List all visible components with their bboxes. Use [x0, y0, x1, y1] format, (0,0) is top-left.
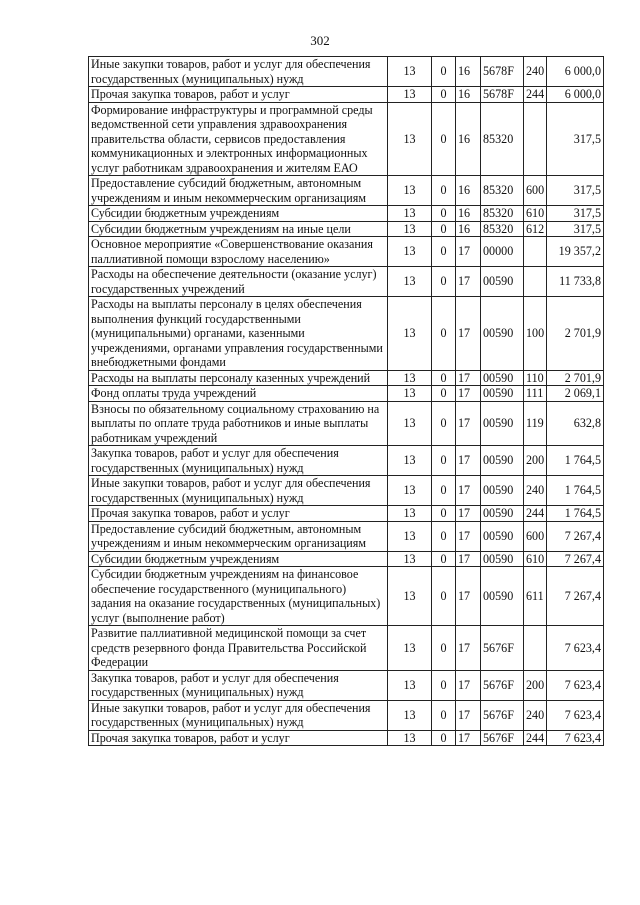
expense-type-code: 244 — [524, 506, 547, 522]
program-code: 17 — [456, 521, 481, 551]
amount: 2 701,9 — [547, 297, 604, 371]
subsection-code: 0 — [432, 700, 456, 730]
row-name: Субсидии бюджетным учреждениям на финансовое обеспечение государственного (муниципального) задания на оказание государственных (муниципальных) услуг (выполнение работ) — [89, 567, 388, 626]
subsection-code: 0 — [432, 670, 456, 700]
row-name: Взносы по обязательному социальному страхованию на выплаты по оплате труда работников и иные выплаты работникам учреждений — [89, 401, 388, 446]
program-code: 17 — [456, 297, 481, 371]
program-code: 17 — [456, 626, 481, 671]
subsection-code: 0 — [432, 521, 456, 551]
target-code: 85320 — [481, 206, 524, 222]
table-row — [89, 521, 604, 551]
subsection-code: 0 — [432, 297, 456, 371]
table-row — [89, 176, 604, 206]
table-row — [89, 370, 604, 386]
amount: 7 623,4 — [547, 730, 604, 746]
program-code: 16 — [456, 87, 481, 103]
row-name: Расходы на обеспечение деятельности (оказание услуг) государственных учреждений — [89, 267, 388, 297]
amount: 1 764,5 — [547, 476, 604, 506]
table-row — [89, 476, 604, 506]
table-row — [89, 626, 604, 671]
target-code: 00590 — [481, 506, 524, 522]
row-name: Иные закупки товаров, работ и услуг для обеспечения государственных (муниципальных) нужд — [89, 476, 388, 506]
expense-type-code — [524, 267, 547, 297]
amount: 7 623,4 — [547, 670, 604, 700]
table-row — [89, 386, 604, 402]
subsection-code: 0 — [432, 267, 456, 297]
expense-type-code: 611 — [524, 567, 547, 626]
expense-type-code: 244 — [524, 730, 547, 746]
target-code: 5676F — [481, 700, 524, 730]
row-name: Субсидии бюджетным учреждениям — [89, 206, 388, 222]
subsection-code: 0 — [432, 401, 456, 446]
target-code: 00590 — [481, 370, 524, 386]
target-code: 85320 — [481, 176, 524, 206]
expense-type-code: 111 — [524, 386, 547, 402]
subsection-code: 0 — [432, 551, 456, 567]
subsection-code: 0 — [432, 626, 456, 671]
expense-type-code — [524, 237, 547, 267]
row-name: Развитие паллиативной медицинской помощи за счет средств резервного фонда Правительства Российской Федерации — [89, 626, 388, 671]
section-code: 13 — [388, 176, 432, 206]
subsection-code: 0 — [432, 370, 456, 386]
amount: 7 267,4 — [547, 521, 604, 551]
subsection-code: 0 — [432, 730, 456, 746]
table-row — [89, 57, 604, 87]
section-code: 13 — [388, 626, 432, 671]
budget-table — [88, 56, 604, 746]
subsection-code: 0 — [432, 506, 456, 522]
target-code: 85320 — [481, 221, 524, 237]
section-code: 13 — [388, 57, 432, 87]
program-code: 17 — [456, 700, 481, 730]
expense-type-code: 100 — [524, 297, 547, 371]
amount: 317,5 — [547, 176, 604, 206]
section-code: 13 — [388, 401, 432, 446]
row-name: Основное мероприятие «Совершенствование оказания паллиативной помощи взрослому населению» — [89, 237, 388, 267]
expense-type-code: 240 — [524, 700, 547, 730]
expense-type-code: 600 — [524, 176, 547, 206]
row-name: Расходы на выплаты персоналу в целях обеспечения выполнения функций государственными (муниципальными) органами, казенными учреждениями, органами управления государственными внебюджетными фондами — [89, 297, 388, 371]
target-code: 5676F — [481, 670, 524, 700]
amount: 2 069,1 — [547, 386, 604, 402]
program-code: 17 — [456, 370, 481, 386]
table-row — [89, 670, 604, 700]
expense-type-code: 244 — [524, 87, 547, 103]
program-code: 17 — [456, 446, 481, 476]
section-code: 13 — [388, 567, 432, 626]
row-name: Предоставление субсидий бюджетным, автономным учреждениям и иным некоммерческим организациям — [89, 176, 388, 206]
section-code: 13 — [388, 506, 432, 522]
row-name: Расходы на выплаты персоналу казенных учреждений — [89, 370, 388, 386]
section-code: 13 — [388, 267, 432, 297]
target-code: 00590 — [481, 401, 524, 446]
amount: 632,8 — [547, 401, 604, 446]
target-code: 00590 — [481, 386, 524, 402]
amount: 317,5 — [547, 102, 604, 176]
amount: 1 764,5 — [547, 446, 604, 476]
section-code: 13 — [388, 700, 432, 730]
row-name: Прочая закупка товаров, работ и услуг — [89, 506, 388, 522]
expense-type-code: 240 — [524, 476, 547, 506]
program-code: 17 — [456, 237, 481, 267]
table-row — [89, 401, 604, 446]
section-code: 13 — [388, 237, 432, 267]
amount: 1 764,5 — [547, 506, 604, 522]
row-name: Закупка товаров, работ и услуг для обеспечения государственных (муниципальных) нужд — [89, 446, 388, 476]
expense-type-code — [524, 102, 547, 176]
table-row — [89, 267, 604, 297]
program-code: 17 — [456, 401, 481, 446]
row-name: Формирование инфраструктуры и программной среды ведомственной сети управления здравоохранения правительства области, сервисов предоставления коммуникационных и электронных информационных услуг работникам здравоохранения и жителям ЕАО — [89, 102, 388, 176]
row-name: Прочая закупка товаров, работ и услуг — [89, 730, 388, 746]
subsection-code: 0 — [432, 476, 456, 506]
subsection-code: 0 — [432, 386, 456, 402]
program-code: 17 — [456, 551, 481, 567]
section-code: 13 — [388, 476, 432, 506]
row-name: Предоставление субсидий бюджетным, автономным учреждениям и иным некоммерческим организациям — [89, 521, 388, 551]
table-row — [89, 221, 604, 237]
target-code: 00590 — [481, 476, 524, 506]
page-number: 302 — [310, 33, 330, 48]
target-code: 5678F — [481, 87, 524, 103]
expense-type-code: 610 — [524, 206, 547, 222]
row-name: Прочая закупка товаров, работ и услуг — [89, 87, 388, 103]
table-row — [89, 700, 604, 730]
target-code: 00590 — [481, 551, 524, 567]
program-code: 17 — [456, 506, 481, 522]
target-code: 5678F — [481, 57, 524, 87]
target-code: 5676F — [481, 626, 524, 671]
table-row — [89, 551, 604, 567]
expense-type-code — [524, 626, 547, 671]
table-row — [89, 446, 604, 476]
subsection-code: 0 — [432, 221, 456, 237]
expense-type-code: 200 — [524, 670, 547, 700]
target-code: 85320 — [481, 102, 524, 176]
table-row — [89, 730, 604, 746]
program-code: 17 — [456, 476, 481, 506]
row-name: Субсидии бюджетным учреждениям на иные цели — [89, 221, 388, 237]
amount: 6 000,0 — [547, 87, 604, 103]
table-row — [89, 102, 604, 176]
expense-type-code: 119 — [524, 401, 547, 446]
table-row — [89, 237, 604, 267]
budget-table-body — [89, 57, 604, 746]
row-name: Иные закупки товаров, работ и услуг для обеспечения государственных (муниципальных) нужд — [89, 57, 388, 87]
subsection-code: 0 — [432, 102, 456, 176]
subsection-code: 0 — [432, 446, 456, 476]
target-code: 00590 — [481, 297, 524, 371]
amount: 7 267,4 — [547, 567, 604, 626]
section-code: 13 — [388, 221, 432, 237]
target-code: 5676F — [481, 730, 524, 746]
subsection-code: 0 — [432, 87, 456, 103]
program-code: 16 — [456, 102, 481, 176]
subsection-code: 0 — [432, 237, 456, 267]
expense-type-code: 200 — [524, 446, 547, 476]
row-name: Иные закупки товаров, работ и услуг для обеспечения государственных (муниципальных) нужд — [89, 700, 388, 730]
program-code: 17 — [456, 386, 481, 402]
program-code: 16 — [456, 221, 481, 237]
row-name: Субсидии бюджетным учреждениям — [89, 551, 388, 567]
expense-type-code: 240 — [524, 57, 547, 87]
table-row — [89, 87, 604, 103]
table-row — [89, 567, 604, 626]
subsection-code: 0 — [432, 176, 456, 206]
subsection-code: 0 — [432, 206, 456, 222]
row-name: Фонд оплаты труда учреждений — [89, 386, 388, 402]
program-code: 17 — [456, 670, 481, 700]
amount: 11 733,8 — [547, 267, 604, 297]
amount: 2 701,9 — [547, 370, 604, 386]
target-code: 00590 — [481, 567, 524, 626]
amount: 317,5 — [547, 206, 604, 222]
section-code: 13 — [388, 102, 432, 176]
amount: 7 267,4 — [547, 551, 604, 567]
section-code: 13 — [388, 670, 432, 700]
section-code: 13 — [388, 370, 432, 386]
target-code: 00000 — [481, 237, 524, 267]
section-code: 13 — [388, 730, 432, 746]
row-name: Закупка товаров, работ и услуг для обеспечения государственных (муниципальных) нужд — [89, 670, 388, 700]
section-code: 13 — [388, 297, 432, 371]
section-code: 13 — [388, 87, 432, 103]
expense-type-code: 600 — [524, 521, 547, 551]
expense-type-code: 110 — [524, 370, 547, 386]
program-code: 16 — [456, 206, 481, 222]
target-code: 00590 — [481, 267, 524, 297]
target-code: 00590 — [481, 521, 524, 551]
section-code: 13 — [388, 206, 432, 222]
table-row — [89, 506, 604, 522]
subsection-code: 0 — [432, 567, 456, 626]
program-code: 16 — [456, 176, 481, 206]
section-code: 13 — [388, 446, 432, 476]
program-code: 16 — [456, 57, 481, 87]
program-code: 17 — [456, 267, 481, 297]
section-code: 13 — [388, 551, 432, 567]
section-code: 13 — [388, 521, 432, 551]
subsection-code: 0 — [432, 57, 456, 87]
amount: 6 000,0 — [547, 57, 604, 87]
expense-type-code: 612 — [524, 221, 547, 237]
amount: 7 623,4 — [547, 700, 604, 730]
table-row — [89, 206, 604, 222]
amount: 317,5 — [547, 221, 604, 237]
program-code: 17 — [456, 567, 481, 626]
section-code: 13 — [388, 386, 432, 402]
amount: 7 623,4 — [547, 626, 604, 671]
amount: 19 357,2 — [547, 237, 604, 267]
target-code: 00590 — [481, 446, 524, 476]
table-row — [89, 297, 604, 371]
program-code: 17 — [456, 730, 481, 746]
expense-type-code: 610 — [524, 551, 547, 567]
